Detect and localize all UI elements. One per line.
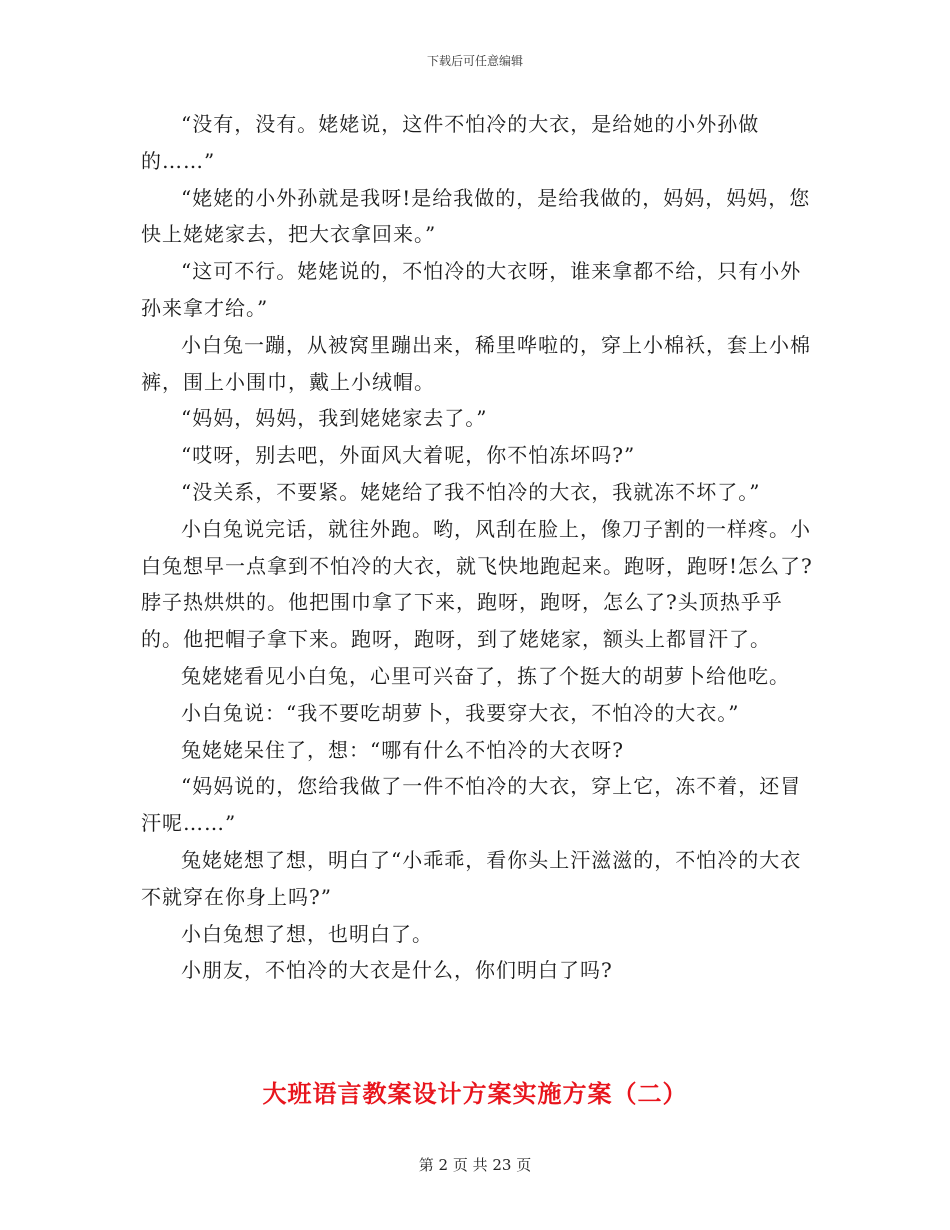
paragraph: “妈妈，妈妈，我到姥姥家去了。” bbox=[181, 406, 488, 431]
page-number: 第 2 页 共 23 页 bbox=[418, 1156, 532, 1174]
page-header: 下载后可任意编辑 bbox=[426, 54, 523, 68]
document-body bbox=[141, 106, 821, 989]
paragraph: 小白兔说：“我不要吃胡萝卜，我要穿大衣，不怕冷的大衣。” bbox=[181, 700, 740, 725]
paragraph: 小朋友，不怕冷的大衣是什么，你们明白了吗? bbox=[181, 958, 613, 983]
paragraph: “没有，没有。姥姥说，这件不怕冷的大衣，是给她的小外孙做的……” bbox=[141, 112, 760, 173]
paragraph: “姥姥的小外孙就是我呀!是给我做的，是给我做的，妈妈，妈妈，您快上姥姥家去，把大衣拿回来。” bbox=[141, 185, 811, 247]
paragraph: “这可不行。姥姥说的，不怕冷的大衣呀，谁来拿都不给，只有小外孙来拿才给。” bbox=[141, 259, 802, 320]
paragraph: “妈妈说的，您给我做了一件不怕冷的大衣，穿上它，冻不着，还冒汗呢……” bbox=[141, 774, 802, 836]
paragraph: 小白兔想了想，也明白了。 bbox=[181, 921, 433, 946]
paragraph: 小白兔说完话，就往外跑。哟，风刮在脸上，像刀子割的一样疼。小白兔想早一点拿到不怕冷的大衣，就飞快地跑起来。跑呀，跑呀!怎么了?脖子热烘烘的。他把围巾拿了下来，跑呀，跑呀，怎么了?头顶热乎乎的。他把帽子拿下来。跑呀，跑呀，到了姥姥家，额头上都冒汗了。 bbox=[141, 516, 813, 652]
paragraph: “哎呀，别去吧，外面风大着呢，你不怕冻坏吗?” bbox=[181, 443, 636, 468]
paragraph: 兔姥姥看见小白兔，心里可兴奋了，拣了个挺大的胡萝卜给他吃。 bbox=[181, 663, 790, 688]
paragraph: 兔姥姥呆住了，想：“哪有什么不怕冷的大衣呀? bbox=[181, 737, 624, 762]
paragraph: “没关系，不要紧。姥姥给了我不怕冷的大衣，我就冻不坏了。” bbox=[181, 479, 761, 504]
paragraph: 兔姥姥想了想，明白了“小乖乖，看你头上汗滋滋的，不怕冷的大衣不就穿在你身上吗?” bbox=[141, 847, 802, 909]
paragraph: 小白兔一蹦，从被窝里蹦出来，稀里哗啦的，穿上小棉袄，套上小棉裤，围上小围巾，戴上小绒帽。 bbox=[141, 332, 811, 394]
section-title: 大班语言教案设计方案实施方案（二） bbox=[262, 1079, 688, 1108]
